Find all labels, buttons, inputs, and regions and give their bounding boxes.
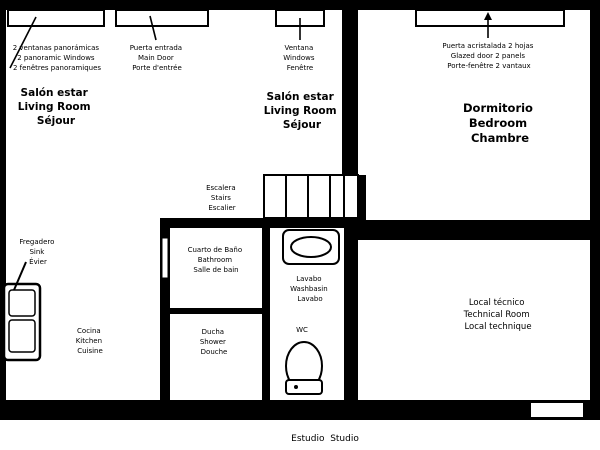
bathroom-es: Cuarto de Baño [187,246,243,254]
shower-fr: Douche [200,348,228,356]
living-room-left-en: Living Room [17,101,91,113]
wc-label [296,326,308,334]
technical-fr: Local technique [464,322,532,332]
washbasin-fr: Lavabo [297,295,323,303]
living-room-left-fr: Séjour [36,115,76,127]
stairs [264,175,358,218]
living-room-center-en: Living Room [263,105,337,117]
main-door-label-es: Puerta entrada [129,44,183,52]
technical-room-label [463,297,533,332]
kitchen-es: Cocina [77,327,101,335]
partition-wall-center [342,0,358,175]
kitchen-sink [4,262,40,360]
washbasin-en: Washbasin [290,285,328,293]
glazed-door-label-es: Puerta acristalada 2 hojas [442,42,534,50]
kitchen-en: Kitchen [75,337,103,345]
bathroom-label [188,246,245,274]
main-door-label-en: Main Door [137,54,174,62]
window-left-label-fr: 2 fenêtres panoramiques [12,64,102,72]
bedroom-es: Dormitorio [463,101,533,115]
labels [13,42,537,444]
bathroom-top-wall [160,218,360,228]
washbasin-es: Lavabo [296,275,322,283]
window-center-label-es: Ventana [284,44,314,52]
partition-wall-center-lower [344,218,358,400]
sink-label [19,238,56,266]
washbasin-fixture [283,230,339,264]
kitchen-fr: Cuisine [77,347,103,355]
glazed-door-label-en: Glazed door 2 panels [450,52,525,60]
right-wall [590,0,600,420]
top-wall [0,0,600,10]
window-center-label [283,44,316,72]
plan-caption: Estudio Studio [291,434,359,444]
stairs-es: Escalera [206,184,236,192]
living-room-left-es: Salón estar [20,87,88,99]
window-left-label-en: 2 panoramic Windows [17,54,95,62]
stair-step [308,175,330,218]
living-room-center-fr: Séjour [282,119,322,131]
sink-fr: Évier [29,258,47,266]
bedroom-bottom-wall [358,220,590,240]
washbasin-label [290,275,330,303]
bedroom-label [463,101,537,145]
bottom-wall [0,400,600,420]
stair-step [344,175,358,218]
kitchen-label [76,327,105,355]
sink-en: Sink [29,248,45,256]
main-door-label-fr: Porte d'entrée [132,64,182,72]
wc-flush [294,385,298,389]
wc-tank [286,380,322,394]
living-room-center-es: Salón estar [266,91,334,103]
living-room-left-label [18,87,95,127]
bathroom-en: Bathroom [197,256,233,264]
stair-step [264,175,286,218]
stair-step [330,175,344,218]
bedroom-fr: Chambre [470,131,530,145]
main-door-opening [116,10,208,26]
stairs-label [206,184,238,212]
stairs-en: Stairs [210,194,231,202]
shower-top-wall [170,308,265,314]
main-door-label [130,44,185,72]
bedroom-en: Bedroom [468,116,528,130]
sink-es: Fregadero [19,238,55,246]
technical-es: Local técnico [468,298,525,308]
window-left-opening [8,10,104,26]
sink-basin-top [9,290,35,316]
sink-basin-bottom [9,320,35,352]
glazed-door-label [442,42,535,70]
wc-fixture [286,342,322,394]
window-left-label-es: 2 ventanas panorámicas [12,44,100,52]
shower-en: Shower [199,338,226,346]
bathroom-fr: Salle de bain [193,266,239,274]
bathroom-side-window [162,238,168,278]
stair-step [286,175,308,218]
stair-wall [358,175,366,220]
wc-text: WC [296,326,308,334]
stairs-fr: Escalier [208,204,236,212]
glazed-door-label-fr: Porte-fenêtre 2 vantaux [447,62,531,70]
window-center-label-en: Windows [283,54,315,62]
shower-label [200,328,228,356]
living-room-center-label [264,91,341,131]
bottom-right-window-opening [530,402,584,418]
shower-es: Ducha [201,328,225,336]
window-left-label [13,44,102,72]
washbasin-bowl [291,237,331,257]
technical-en: Technical Room [463,310,530,320]
window-center-label-fr: Fenêtre [286,64,314,72]
